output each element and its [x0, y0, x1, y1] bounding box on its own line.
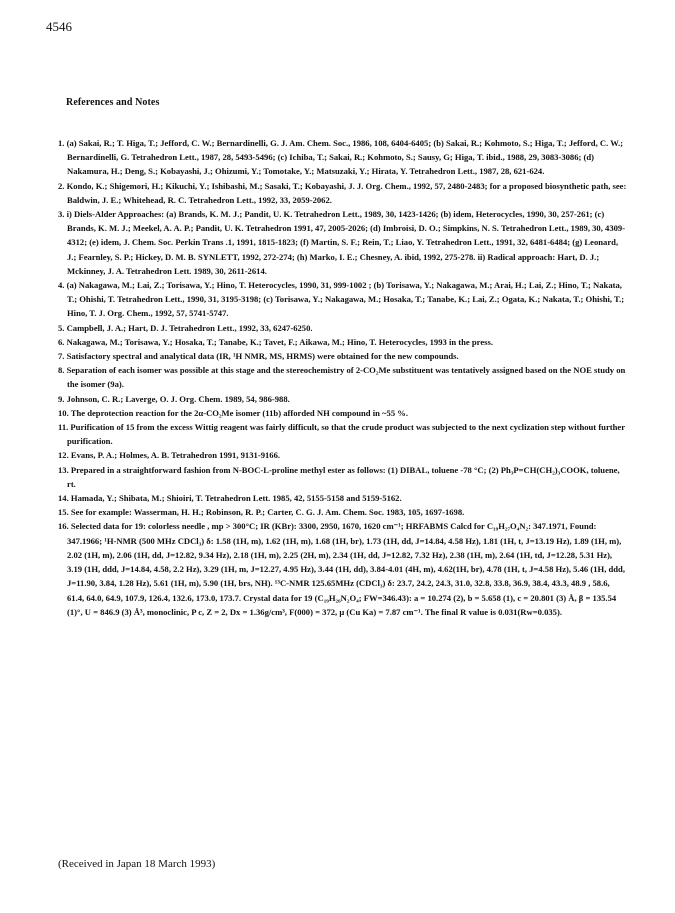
reference-item: 14. Hamada, Y.; Shibata, M.; Shioiri, T. Tetrahedron Lett. 1985, 42, 5155-5158 and 5159-5162.	[58, 493, 402, 504]
reference-item: 6. Nakagawa, M.; Torisawa, Y.; Hosaka, T.; Tanabe, K.; Tavet, F.; Aikawa, M.; Hino, T. Heterocycles, 1993 in the press.	[58, 336, 493, 347]
reference-item: 5. Campbell, J. A.; Hart, D. J. Tetrahedron Lett., 1992, 33, 6247-6250.	[58, 322, 313, 333]
reference-item: 2. Kondo, K.; Shigemori, H.; Kikuchi, Y.; Ishibashi, M.; Sasaki, T.; Kobayashi, J. J. Org. Chem., 1992, 57, 2480-2483; for a proposed biosynthetic path, see: Baldwin, J. E.; Whitehead, R. C. Tetrahedron Lett., 1992, 33, 2059-2062.	[58, 180, 627, 205]
reference-item: 15. See for example: Wasserman, H. H.; Robinson, R. P.; Carter, C. G. J. Am. Chem. Soc. 1983, 105, 1697-1698.	[58, 507, 465, 518]
reference-item: 4. (a) Nakagawa, M.; Lai, Z.; Torisawa, Y.; Hino, T. Heterocycles, 1990, 31, 999-1002 ; (b) Torisawa, Y.; Nakagawa, M.; Arai, H.; Lai, Z.; Hino, T.; Nakata, T.; Ohishi, T. Tetrahedron Lett., 1990, 31, 3195-3198; (c) Torisawa, Y.; Nakagawa, M.; Hosaka, T.; Tanabe, K.; Lai, Z.; Ogata, K.; Nakata, T.; Ohishi, T.; Hino, T. J. Org. Chem., 1992, 57, 5741-5747.	[58, 280, 625, 319]
reference-item: 13. Prepared in a straightforward fashion from N-BOC-L-proline methyl ester as follows: (1) DIBAL, toluene -78 °C; (2) Ph₃P=CH(CH₂)₃COOK, toluene, rt.	[58, 464, 620, 489]
received-date: (Received in Japan 18 March 1993)	[58, 858, 216, 870]
reference-item: 1. (a) Sakai, R.; T. Higa, T.; Jefford, C. W.; Bernardinelli, G. J. Am. Chem. Soc., 1986, 108, 6404-6405; (b) Sakai, R.; Kohmoto, S.; Higa, T.; Jefford, C. W.; Bernardinelli, G. Tetrahedron Lett., 1987, 28, 5493-5496; (c) Ichiba, T.; Sakai, R.; Kohmoto, S.; Sausy, G; Higa, T. ibid., 1988, 29, 3083-3086; (d) Nakamura, H.; Deng, S.; Kobayashi, J.; Ohizumi, Y.; Tomotake, Y.; Matsuzaki, Y.; Hirata, Y. Tetrahedron Lett., 1987, 28, 621-624.	[58, 138, 624, 177]
references-heading: References and Notes	[66, 97, 160, 108]
reference-item: 9. Johnson, C. R.; Laverge, O. J. Org. Chem. 1989, 54, 986-988.	[58, 393, 290, 404]
reference-item: 11. Purification of 15 from the excess Wittig reagent was fairly difficult, so that the crude product was subjected to the next cyclization step without further purification.	[58, 422, 625, 447]
reference-item: 7. Satisfactory spectral and analytical data (IR, ¹H NMR, MS, HRMS) were obtained for the new compounds.	[58, 351, 459, 362]
page-number: 4546	[46, 19, 72, 34]
reference-item: 3. i) Diels-Alder Approaches: (a) Brands, K. M. J.; Pandit, U. K. Tetrahedron Lett., 1989, 30, 1423-1426; (b) idem, Heterocycles, 1990, 30, 257-261; (c) Brands, K. M. J.; Meekel, A. A. P.; Pandit, U. K. Tetrahedron 1991, 47, 2005-2026; (d) Imbroisi, D. O.; Simpkins, N. S. Tetrahedron Lett., 1989, 30, 4309-4312; (e) idem, J. Chem. Soc. Perkin Trans .1, 1991, 1815-1823; (f) Martin, S. F.; Rein, T.; Liao, Y. Tetrahedron Lett., 1991, 32, 6481-6484; (g) Leonard, J.; Fearnley, S. P.; Hickey, D. M. B. SYNLETT, 1992, 272-274; (h) Marko, I. E.; Chesney, A. ibid, 1992, 275-278. ii) Radical approach: Hart, D. J.; Mckinney, J. A. Tetrahedron Lett. 1989, 30, 2611-2614.	[58, 209, 626, 276]
reference-item: 12. Evans, P. A.; Holmes, A. B. Tetrahedron 1991, 9131-9166.	[58, 450, 281, 461]
reference-item: 16. Selected data for 19: colorless needle , mp > 300°C; IR (KBr): 3300, 2950, 1670, 1620 cm⁻¹; HRFABMS Calcd for C₁₉H₂₇O₄N₂: 347.1971, Found: 347.1966; ¹H-NMR (500 MHz CDCl₃) δ: 1.58 (1H, m), 1.62 (1H, m), 1.68 (1H, br), 1.73 (1H, dd, J=14.84, 4.58 Hz), 1.81 (1H, t, J=13.19 Hz), 1.89 (1H, m), 2.02 (1H, m), 2.06 (1H, dd, J=12.82, 9.34 Hz), 2.18 (1H, m), 2.25 (2H, m), 2.34 (1H, dd, J=12.82, 7.32 Hz), 2.38 (1H, m), 2.64 (1H, td, J=12.28, 5.31 Hz), 3.19 (1H, ddd, J=14.84, 4.58, 2.2 Hz), 3.29 (1H, m, J=12.27, 4.95 Hz), 3.44 (1H, dd), 3.84-4.01 (4H, m), 4.62(1H, br), 4.78 (1H, t, J=4.58 Hz), 5.46 (1H, ddd, J=11.90, 3.84, 1.28 Hz), 5.61 (1H, m), 5.90 (1H, brs, NH). ¹³C-NMR 125.65MHz (CDCl₃) δ: 23.7, 24.2, 24.3, 31.0, 32.8, 33.8, 36.9, 38.4, 43.3, 48.9 , 58.6, 61.4, 64.0, 64.9, 107.9, 126.4, 132.6, 173.0, 173.7. Crystal data for 19 (C₁₉H₂₆N₂O₄; FW=346.43): a = 10.274 (2), b = 5.658 (1), c = 20.801 (3) Å, β = 135.54 (1)°, U = 846.9 (3) Å³, monoclinic, P c, Z = 2, Dx = 1.36g/cm³, F(000) = 372, μ (Cu Ka) = 7.87 cm⁻¹. The final R value is 0.031(Rw=0.035).	[58, 521, 625, 617]
reference-item: 8. Separation of each isomer was possible at this stage and the stereochemistry of 2-CO₂Me substituent was tentatively assigned based on the NOE study on the isomer (9a).	[58, 365, 626, 390]
references-list	[58, 136, 628, 619]
reference-item: 10. The deprotection reaction for the 2α-CO₂Me isomer (11b) afforded NH compound in ~55 %.	[58, 407, 409, 418]
